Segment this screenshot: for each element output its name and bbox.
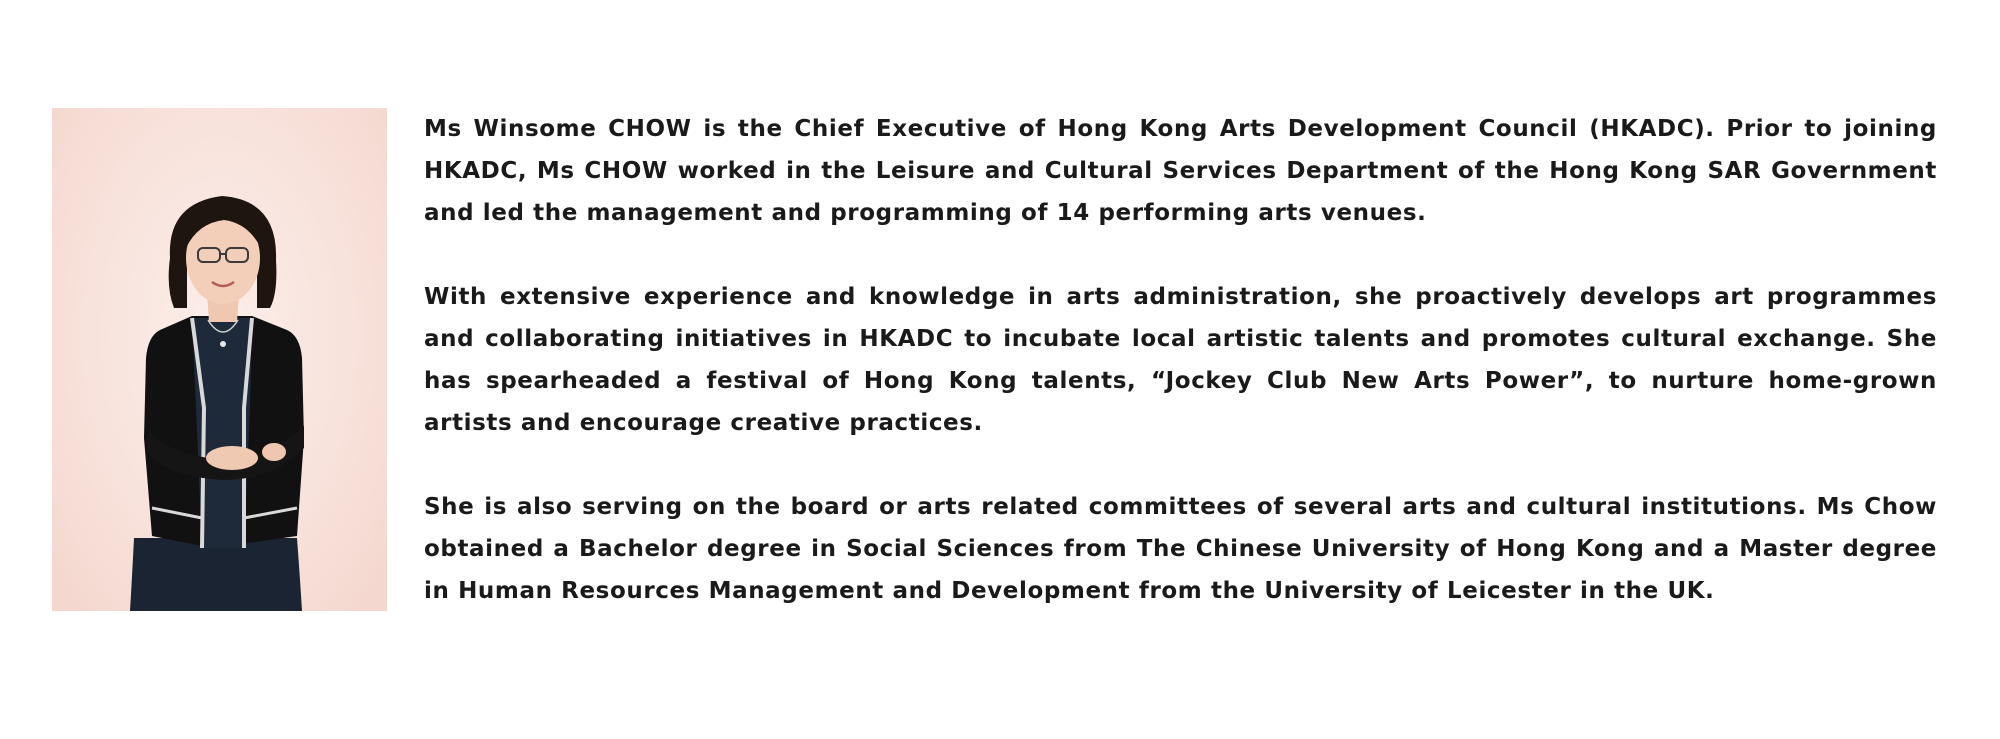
bio-paragraph-2: With extensive experience and knowledge in arts administration, she proactively develops art programmes and collaborating initiatives in HKADC to incubate local artistic talents and promotes cultural exchange. She has spearheaded a festival of Hong Kong talents, “Jockey Club New Arts Power”, to nurture home-grown artists and encourage creative practices. <box>424 284 1937 436</box>
person-portrait-icon <box>52 108 387 611</box>
biography-text <box>424 108 1937 612</box>
portrait-photo <box>52 108 387 611</box>
bio-paragraph-3: She is also serving on the board or arts related committees of several arts and cultural institutions. Ms Chow obtained a Bachelor degree in Social Sciences from The Chinese University of Hong Kong and a Master degree in Human Resources Management and Development from the University of Leicester in the UK. <box>424 494 1937 604</box>
bio-paragraph-1: Ms Winsome CHOW is the Chief Executive of Hong Kong Arts Development Council (HKADC). Prior to joining HKADC, Ms CHOW worked in the Leisure and Cultural Services Department of the Hong Kong SAR Government and led the management and programming of 14 performing arts venues. <box>424 116 1937 226</box>
profile-section <box>52 108 1937 612</box>
